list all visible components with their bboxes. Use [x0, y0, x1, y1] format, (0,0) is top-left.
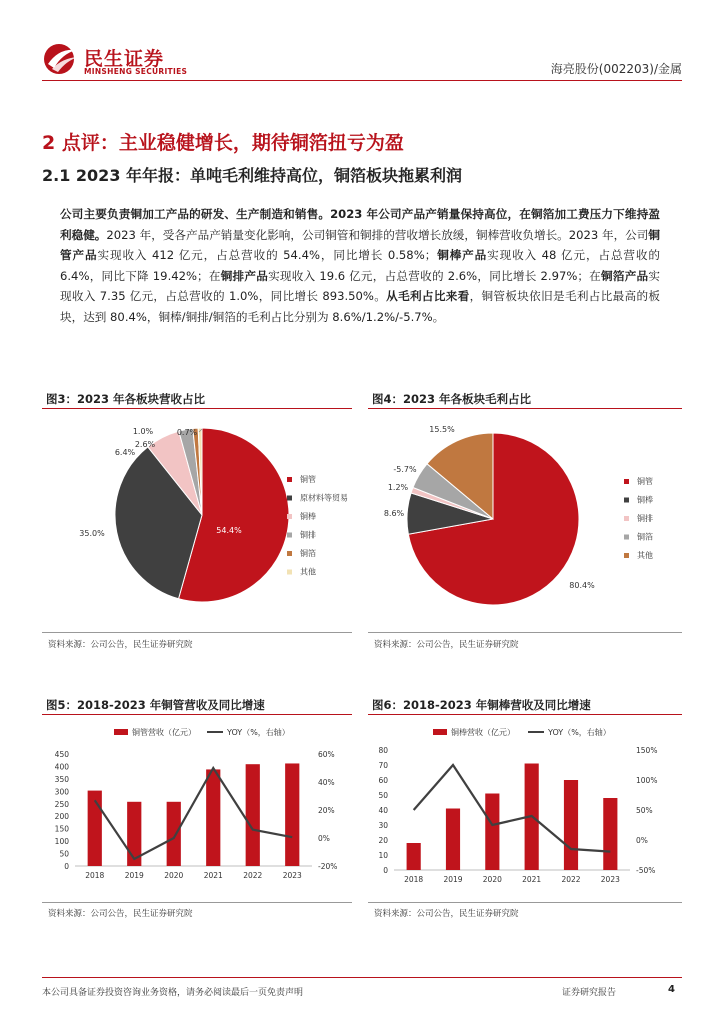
legend-bar-swatch [433, 729, 447, 735]
legend-label: 其他 [300, 567, 316, 577]
minsheng-logo-icon [42, 42, 80, 76]
legend-label: 铜管 [637, 477, 653, 486]
pie-slice-label: 2.6% [134, 440, 156, 449]
x-tick-label: 2022 [243, 871, 263, 880]
pie-slice-label: 54.4% [216, 526, 242, 535]
legend-label: 铜箔 [300, 549, 316, 558]
y-right-tick-label: 50% [636, 806, 653, 815]
subsection-heading: 2.1 2023 年年报：单吨毛利维持高位，铜箔板块拖累利润 [42, 166, 463, 185]
brand-name-cn: 民生证券 [84, 48, 165, 70]
y-left-tick-label: 300 [54, 787, 69, 797]
pie-slice-label: 8.6% [383, 509, 405, 518]
legend-swatch [624, 516, 629, 521]
bar [407, 843, 421, 870]
y-left-tick-label: 0 [64, 862, 69, 871]
pie-slice-label: 1.2% [387, 483, 409, 492]
y-left-tick-label: 30 [378, 821, 388, 830]
y-left-tick-label: 80 [378, 746, 388, 755]
fig4-title: 图4：2023 年各板块毛利占比 [372, 392, 532, 406]
y-left-tick-label: 400 [54, 762, 69, 772]
fig6-combo-chart [368, 718, 682, 900]
y-right-tick-label: 150% [636, 746, 658, 755]
y-left-tick-label: 40 [378, 806, 388, 815]
x-tick-label: 2022 [561, 875, 581, 884]
y-left-tick-label: 250 [54, 799, 69, 809]
pie-slice-label: 6.4% [114, 448, 136, 457]
para-keyword: 铜棒产品 [436, 248, 488, 262]
para-text: 实现收入 19.6 亿元，占总营收的 2.6%，同比增长 2.97%；在 [268, 268, 602, 283]
y-left-tick-label: 20 [378, 836, 388, 845]
fig3-source: 资料来源：公司公告，民生证券研究院 [48, 640, 193, 650]
stock-label: 海亮股份(002203)/金属 [550, 62, 682, 76]
legend-swatch [287, 477, 292, 482]
yoy-line [95, 768, 293, 859]
y-left-tick-label: 100 [54, 837, 69, 847]
footer-divider [42, 977, 682, 978]
legend-label: 铜管 [300, 475, 316, 484]
page-number: 4 [668, 984, 675, 995]
para-keyword: 铜管产品 [60, 227, 660, 262]
legend-swatch [624, 535, 629, 540]
legend-swatch [287, 514, 292, 519]
fig5-title-rule [42, 714, 352, 715]
legend-label: 铜箔 [637, 532, 653, 542]
legend-label: 其他 [637, 551, 653, 560]
y-right-tick-label: -50% [636, 866, 656, 875]
legend-swatch [287, 496, 292, 501]
y-left-tick-label: 10 [378, 851, 388, 860]
x-tick-label: 2020 [482, 875, 502, 884]
x-tick-label: 2020 [164, 871, 184, 880]
fig4-source-rule [368, 632, 682, 633]
fig6-source-rule [368, 902, 682, 903]
x-tick-label: 2021 [203, 871, 223, 880]
footer-disclaimer: 本公司具备证券投资咨询业务资格，请务必阅读最后一页免责声明 [42, 988, 304, 998]
x-tick-label: 2021 [522, 875, 542, 884]
legend-label: 铜排 [300, 530, 316, 540]
pie-slice-label: 80.4% [569, 581, 595, 590]
legend-line-label: YOY（%，右轴） [548, 728, 611, 737]
x-tick-label: 2023 [282, 871, 302, 880]
bar [564, 780, 578, 870]
legend-swatch [287, 533, 292, 538]
para-text: ，铜管板块依旧是毛利占比最高的板块，达到 80.4%，铜棒/铜排/铜箔的毛利占比分别为 8.6%/1.2%/-5.7%。 [60, 289, 660, 324]
y-left-tick-label: 150 [54, 824, 69, 834]
legend-swatch [287, 570, 292, 575]
fig3-pie-chart [42, 412, 352, 630]
para-text: 2023 年，受各产品产销量变化影响，公司铜管和铜排的营收增长放缓，铜棒营收负增长。2023 年，公司 [106, 227, 649, 242]
para-text: 实现收入 412 亿元，占总营收的 54.4%，同比增长 0.58%； [97, 248, 437, 262]
fig3-title: 图3：2023 年各板块营收占比 [46, 392, 206, 406]
para-lead: 公司主要负责铜加工产品的研发、生产制造和销售。2023 年公司产品产销量保持高位，在铜箔加工费压力下维持盈利稳健。 [60, 207, 660, 242]
y-left-tick-label: 60 [378, 776, 388, 785]
y-left-tick-label: 70 [378, 761, 388, 770]
fig5-combo-chart [42, 718, 352, 900]
header-divider [42, 80, 682, 81]
y-right-tick-label: 20% [318, 806, 335, 815]
legend-bar-swatch [114, 729, 128, 735]
legend-label: 铜棒 [637, 495, 653, 505]
para-text: 实现收入 48 亿元，占总营收的 6.4%，同比下降 19.42%；在 [60, 248, 660, 283]
pie-slice-label: 0.7% [176, 428, 198, 437]
bar [485, 794, 499, 871]
y-right-tick-label: 100% [636, 776, 658, 785]
pie-slice-label: 35.0% [79, 529, 105, 538]
brand-name-en: MINSHENG SECURITIES [84, 67, 188, 76]
fig5-source: 资料来源：公司公告，民生证券研究院 [48, 909, 193, 919]
pie-slice-label: -5.7% [393, 465, 417, 474]
y-right-tick-label: -20% [318, 862, 338, 871]
legend-swatch [624, 553, 629, 558]
y-left-tick-label: 450 [54, 750, 69, 759]
x-tick-label: 2018 [85, 871, 105, 880]
x-tick-label: 2019 [443, 875, 463, 884]
legend-label: 铜棒 [300, 512, 316, 521]
legend-bar-label: 铜棒营收（亿元） [451, 728, 515, 737]
pie-slice-label: 1.0% [132, 427, 154, 436]
body-paragraph [60, 204, 660, 327]
y-left-tick-label: 50 [59, 849, 69, 859]
fig4-pie-chart [368, 412, 682, 630]
y-left-tick-label: 50 [378, 791, 388, 800]
bar [246, 764, 260, 866]
x-tick-label: 2023 [600, 875, 620, 884]
y-left-tick-label: 0 [383, 866, 388, 875]
fig4-title-rule [368, 408, 682, 409]
fig5-title: 图5：2018-2023 年铜管营收及同比增速 [46, 698, 265, 712]
legend-line-label: YOY（%，右轴） [227, 728, 290, 737]
legend-label: 原材料等贸易 [300, 493, 348, 503]
para-text: 实现收入 7.35 亿元，占总营收的 1.0%，同比增长 893.50%。 [60, 268, 660, 303]
y-right-tick-label: 0% [636, 836, 648, 845]
legend-swatch [624, 479, 629, 484]
yoy-line [414, 765, 611, 852]
para-keyword: 从毛利占比来看 [386, 289, 470, 303]
y-right-tick-label: 60% [318, 750, 335, 759]
fig5-source-rule [42, 902, 352, 903]
bar [446, 809, 460, 871]
fig3-source-rule [42, 632, 352, 633]
legend-swatch [287, 551, 292, 556]
legend-label: 铜排 [637, 514, 653, 523]
bar [167, 802, 181, 866]
y-left-tick-label: 350 [54, 774, 69, 784]
fig3-title-rule [42, 408, 352, 409]
section-heading: 2 点评：主业稳健增长，期待铜箔扭亏为盈 [42, 132, 404, 154]
fig4-source: 资料来源：公司公告，民生证券研究院 [374, 640, 519, 650]
fig6-title-rule [368, 714, 682, 715]
para-keyword: 铜排产品 [220, 268, 269, 283]
bar [603, 798, 617, 870]
y-right-tick-label: 40% [318, 778, 335, 787]
legend-swatch [624, 498, 629, 503]
footer-report-type: 证券研究报告 [562, 988, 617, 998]
fig6-source: 资料来源：公司公告，民生证券研究院 [374, 909, 519, 919]
y-right-tick-label: 0% [318, 834, 330, 843]
legend-bar-label: 铜管营收（亿元） [132, 728, 196, 737]
bar [285, 763, 299, 866]
fig6-title: 图6：2018-2023 年铜棒营收及同比增速 [372, 698, 591, 712]
bar [206, 769, 220, 866]
para-keyword: 铜箔产品 [601, 268, 649, 283]
x-tick-label: 2018 [404, 875, 424, 884]
y-left-tick-label: 200 [54, 812, 69, 822]
pie-slice-label: 15.5% [429, 425, 455, 434]
x-tick-label: 2019 [124, 871, 144, 880]
